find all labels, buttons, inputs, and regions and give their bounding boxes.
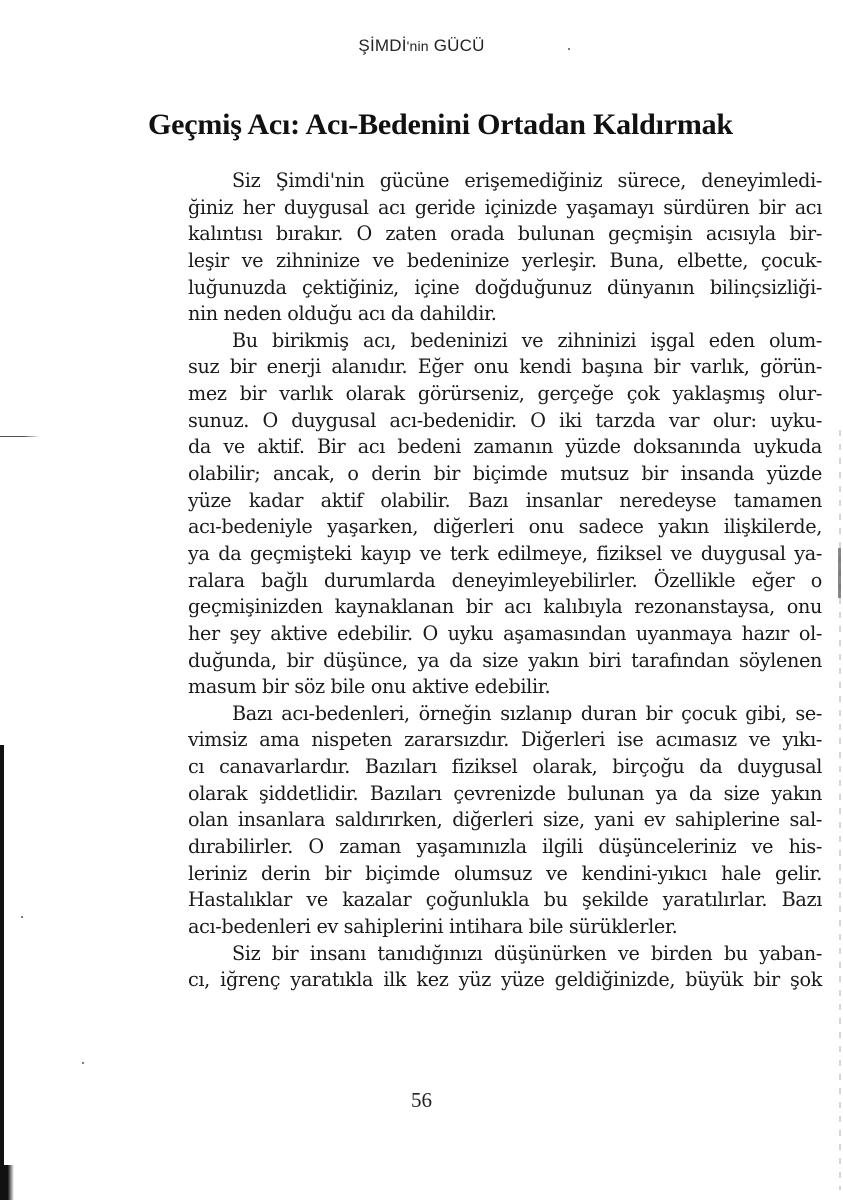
text-line: suz bir enerji alanıdır. Eğer onu kendi başına bir varlık, görün- <box>188 355 822 379</box>
text-line: vimsiz ama nispeten zararsızdır. Diğerleri ise acımasız ve yıkı- <box>188 728 822 752</box>
running-head-title: ŞİMDİ <box>358 36 407 55</box>
text-line: acı-bedenleri ev sahiplerini intihara bile sürüklerler. <box>188 914 678 938</box>
text-line: Bazı acı-bedenleri, örneğin sızlanıp duran bir çocuk gibi, se- <box>232 701 822 725</box>
text-line: geçmişinizden kaynaklanan bir acı kalıbıyla rezonanstaysa, onu <box>188 595 822 619</box>
text-line: Siz Şimdi'nin gücüne erişemediğiniz sürece, deneyimledi- <box>232 169 822 192</box>
text-line: luğunuzda çektiğiniz, içine doğduğunuz dünyanın bilinçsizliği- <box>188 275 822 299</box>
running-head-title-end: GÜCÜ <box>433 36 485 55</box>
text-line: Hastalıklar ve kazalar çoğunlukla bu şekilde yaratılırlar. Bazı <box>188 888 822 912</box>
text-line: dırabilirler. O zaman yaşamınızla ilgili düşünceleriniz ve his- <box>188 835 822 859</box>
running-head <box>0 36 843 56</box>
text-line: ya da geçmişteki kayıp ve terk edilmeye, fiziksel ve duygusal ya- <box>188 541 822 565</box>
text-line: ralara bağlı durumlarda deneyimleyebilirler. Özellikle eğer o <box>188 568 822 592</box>
text-line: mez bir varlık olarak görürseniz, gerçeğe çok yaklaşmış olur- <box>188 382 822 406</box>
text-line: ğiniz her duygusal acı geride içinizde yaşamayı sürdüren bir acı <box>188 195 822 219</box>
scan-speck <box>82 1062 84 1064</box>
scan-speck <box>21 916 23 918</box>
running-head-suffix: 'nin <box>406 38 429 54</box>
text-line: da ve aktif. Bir acı bedeni zamanın yüzde doksanında uykuda <box>188 435 822 459</box>
text-line: nin neden olduğu acı da dahildir. <box>188 302 497 326</box>
page-number: 56 <box>411 1088 432 1112</box>
text-line: duğunda, bir düşünce, ya da size yakın biri tarafından söylenen <box>188 648 822 672</box>
text-line: leriniz derin bir biçimde olumsuz ve kendini-yıkıcı hale gelir. <box>188 861 822 885</box>
text-line: yüze kadar aktif olabilir. Bazı insanlar neredeyse tamamen <box>188 488 822 512</box>
text-line: her şey aktive edebilir. O uyku aşamasından uyanmaya hazır ol- <box>188 621 822 645</box>
text-line: cı, iğrenç yaratıkla ilk kez yüz yüze geldiğinizde, büyük bir şok <box>188 968 822 992</box>
text-line: olabilir; ancak, o derin bir biçimde mutsuz bir insanda yüzde <box>188 462 822 486</box>
text-line: masum bir söz bile onu aktive edebilir. <box>188 675 551 699</box>
body-text <box>188 168 822 994</box>
text-line: kalıntısı bırakır. O zaten orada bulunan geçmişin acısıyla bir- <box>188 222 822 246</box>
text-line: olarak şiddetlidir. Bazıları çevrenizde bulunan ya da size yakın <box>188 781 822 805</box>
scan-artifact-left-corner <box>0 1165 14 1200</box>
text-line: leşir ve zihninize ve bedeninize yerleşir. Buna, elbette, çocuk- <box>188 248 822 272</box>
section-title: Geçmiş Acı: Acı-Bedenini Ortadan Kaldırmak <box>148 108 733 141</box>
text-line: acı-bedeniyle yaşarken, diğerleri onu sadece yakın ilişkilerde, <box>188 515 822 539</box>
text-line: sunuz. O duygusal acı-bedenidir. O iki tarzda var olur: uyku- <box>188 408 822 432</box>
text-line: Siz bir insanı tanıdığınızı düşünürken ve birden bu yaban- <box>232 941 822 965</box>
text-line: cı canavarlardır. Bazıları fiziksel olarak, birçoğu da duygusal <box>188 755 822 779</box>
scan-artifact-dash <box>0 436 40 437</box>
text-line: Bu birikmiş acı, bedeninizi ve zihninizi işgal eden olum- <box>232 328 822 352</box>
text-line: olan insanlara saldırırken, diğerleri size, yani ev sahiplerine sal- <box>188 808 822 832</box>
scan-speck <box>568 48 570 50</box>
scan-artifact-left-edge <box>0 745 4 1200</box>
scan-artifact-right-edge <box>839 430 841 1190</box>
scan-artifact-right-mark <box>838 548 841 598</box>
